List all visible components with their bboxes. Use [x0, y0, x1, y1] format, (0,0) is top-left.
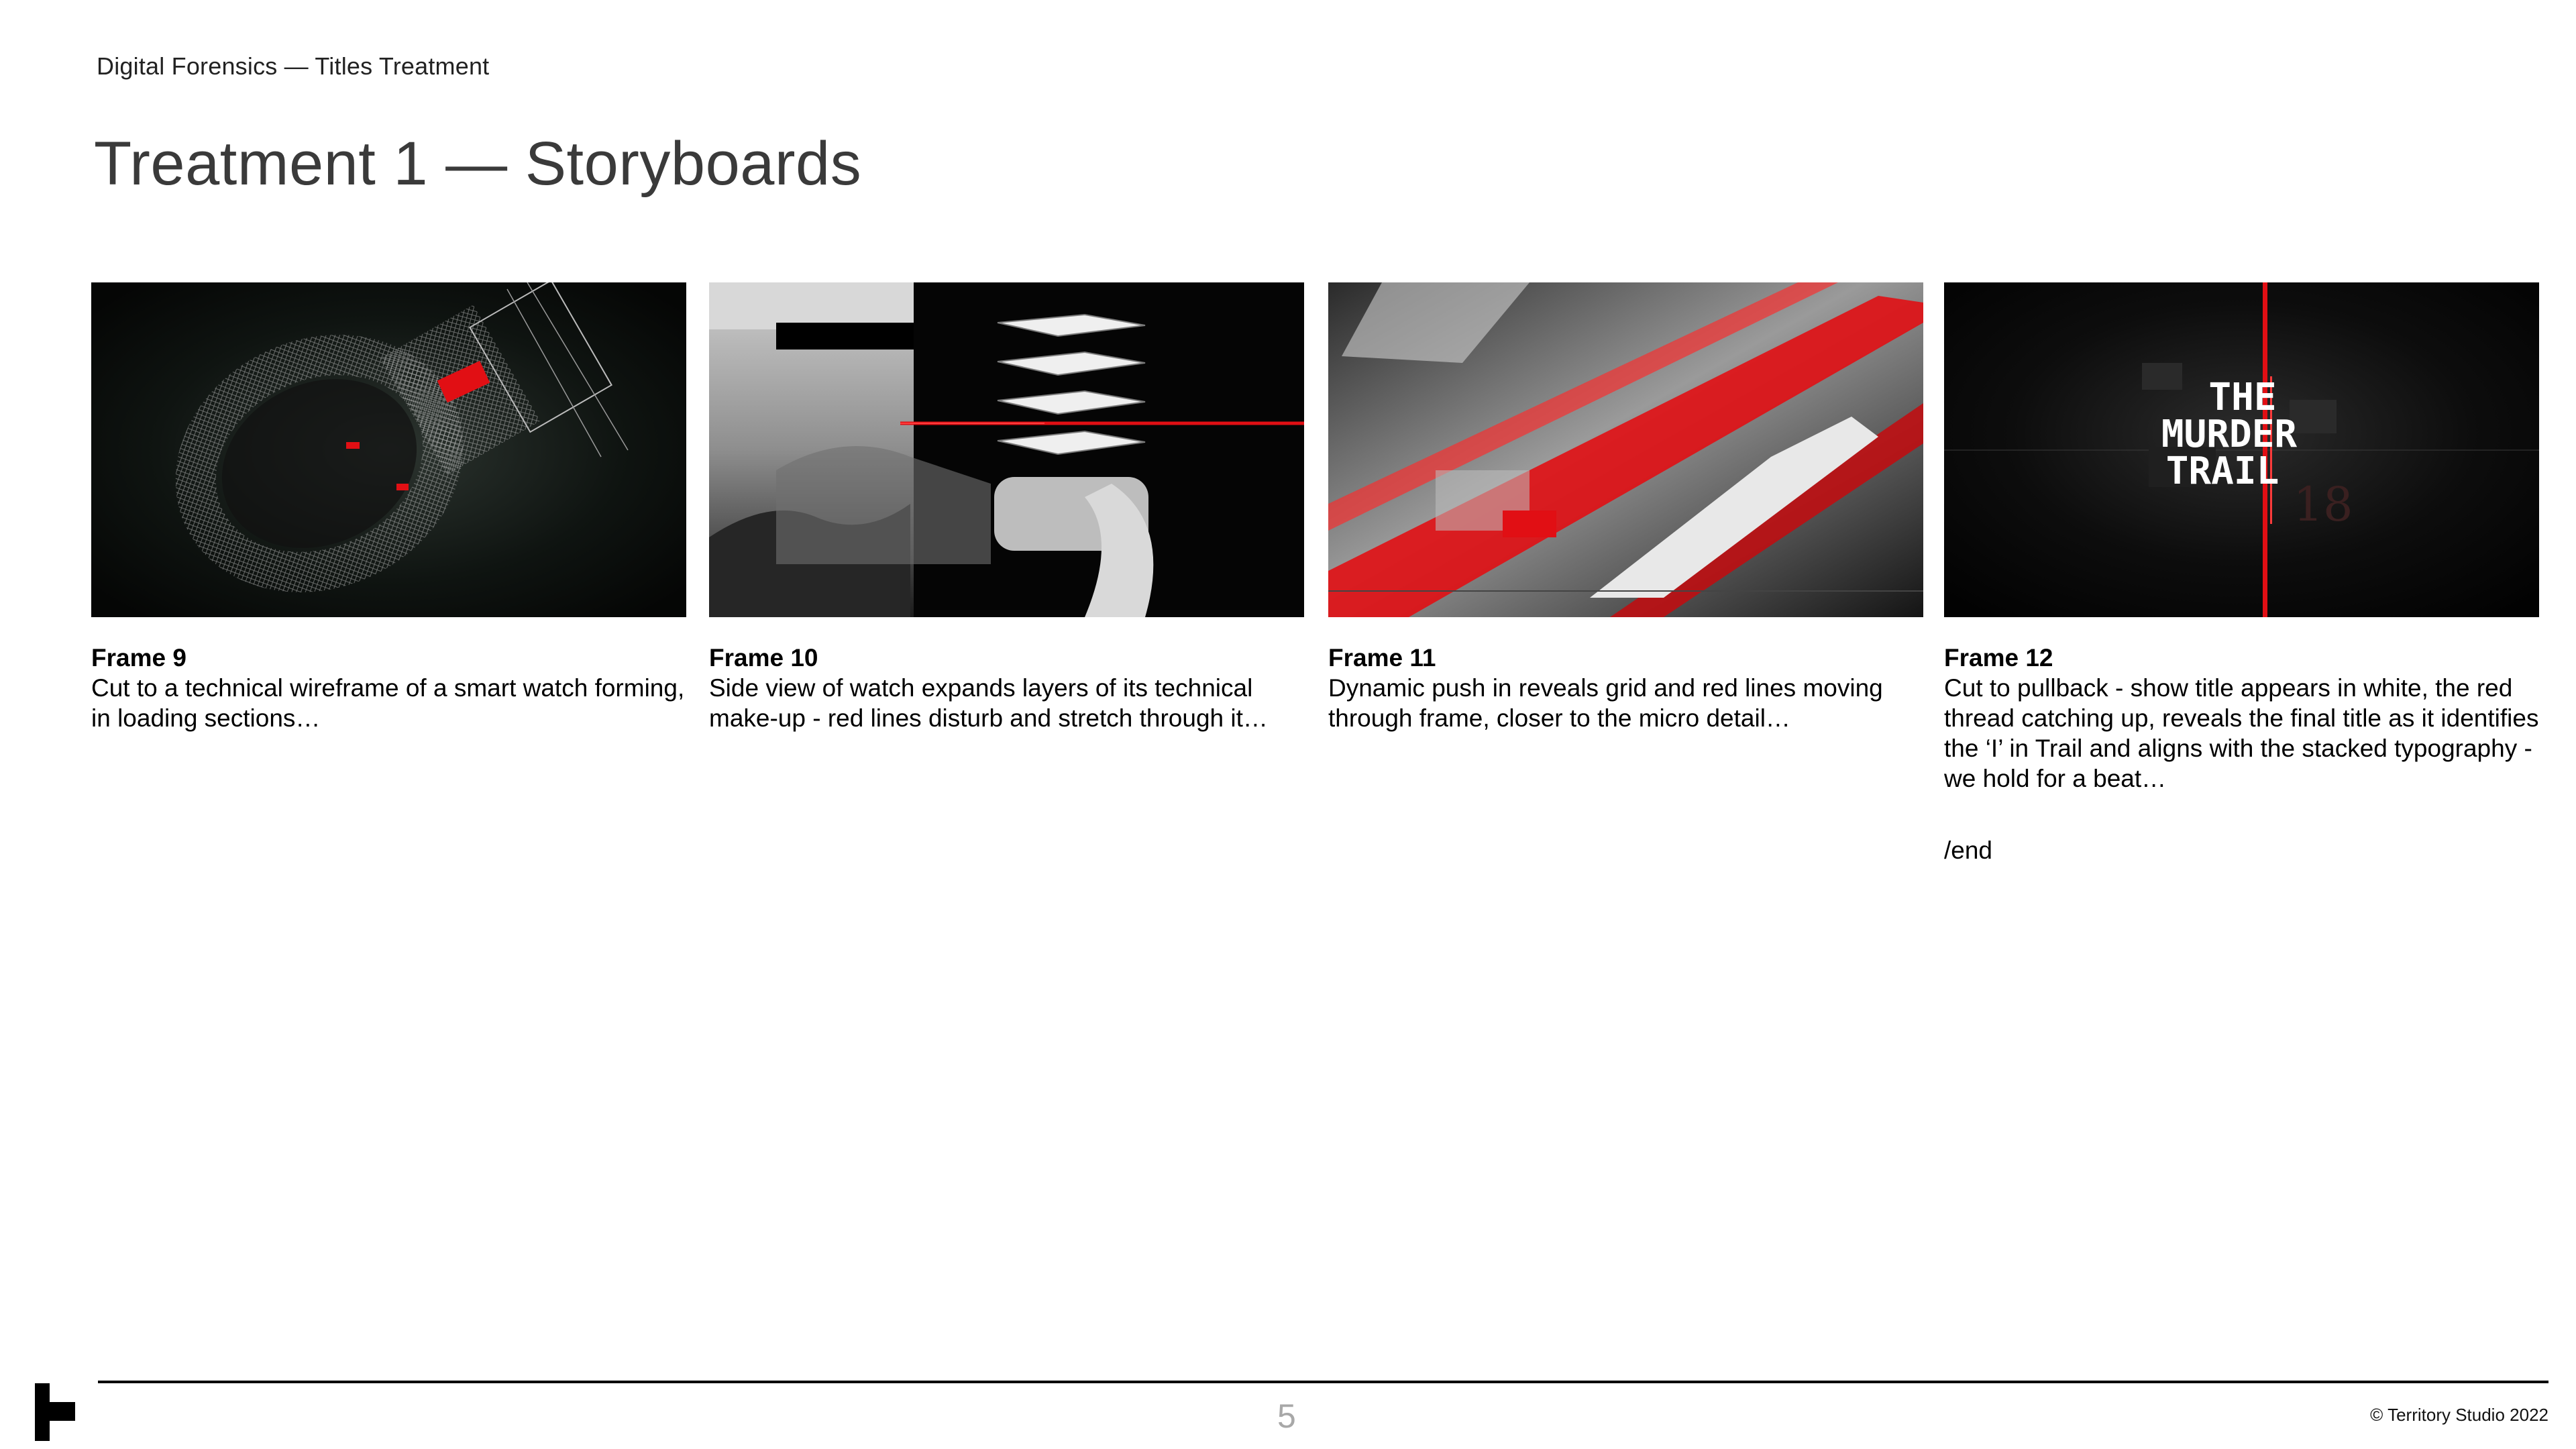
murder-trail-title-image — [1944, 282, 2539, 617]
storyboard-frame-9 — [91, 282, 686, 733]
storyboard-frame-11 — [1328, 282, 1923, 733]
grid-red-lines-macro-image — [1328, 282, 1923, 617]
page-heading: Treatment 1 — Storyboards — [94, 129, 862, 198]
frame-label: Frame 10 — [709, 644, 818, 672]
frame-label: Frame 9 — [91, 644, 186, 672]
title-art-line-1: THE — [2208, 376, 2277, 419]
title-art-number: 18 — [2293, 477, 2353, 532]
frame-label: Frame 12 — [1944, 644, 2053, 672]
page-number: 5 — [1277, 1397, 1296, 1435]
end-note: /end — [1944, 837, 1993, 864]
frame-description: Cut to a technical wireframe of a smart watch forming, in loading sections… — [91, 674, 685, 732]
footer-divider — [98, 1381, 2548, 1383]
frame-description: Cut to pullback - show title appears in white, the red thread catching up, reveals the final title as it identifies the ‘I’ in Trail and aligns with the stacked typography - we hold for a beat… — [1944, 674, 2539, 792]
storyboard-frames — [91, 282, 2539, 886]
copyright-notice: © Territory Studio 2022 — [2370, 1405, 2548, 1425]
frame-label: Frame 11 — [1328, 644, 1436, 672]
title-art-line-3: TRAIL — [2165, 449, 2279, 493]
exploded-watch-layers-image — [709, 282, 1304, 617]
territory-studio-logo — [35, 1383, 75, 1441]
wireframe-smartwatch-image — [91, 282, 686, 617]
title-art-line-2: MURDER — [2161, 413, 2298, 456]
document-title: Digital Forensics — Titles Treatment — [97, 52, 490, 80]
frame-description: Side view of watch expands layers of its technical make-up - red lines disturb and stretch through it… — [709, 674, 1268, 732]
frame-description: Dynamic push in reveals grid and red lines moving through frame, closer to the micro detail… — [1328, 674, 1883, 732]
storyboard-frame-12 — [1944, 282, 2539, 865]
storyboard-frame-10 — [709, 282, 1304, 733]
